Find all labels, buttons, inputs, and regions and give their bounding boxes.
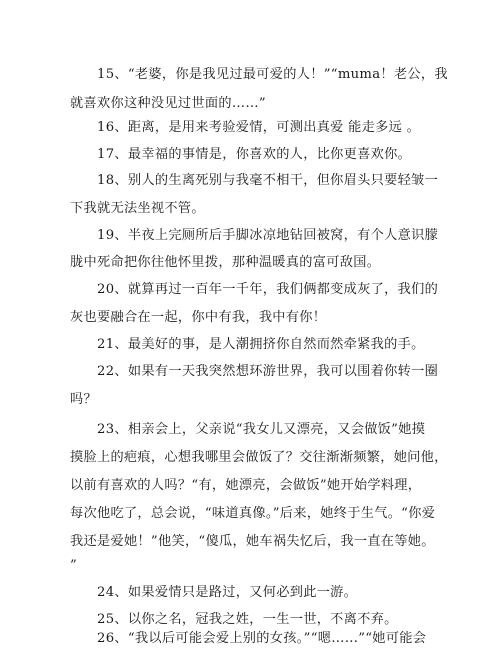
paragraph-22-line-2: 吗？ [70, 392, 97, 407]
paragraph-23-line-4: 每次他吃了，总会说，“味道真像。”后来，她终于生气。“你爱 [70, 506, 436, 521]
paragraph-19-line-1: 19、半夜上完厕所后手脚冰凉地钻回被窝，有个人意识朦 [97, 228, 439, 243]
paragraph-21-line-1: 21、最美好的事，是人潮拥挤你自然而然牵紧我的手。 [97, 337, 425, 352]
paragraph-17-line-1: 17、最幸福的事情是，你喜欢的人，比你更喜欢你。 [97, 147, 412, 162]
paragraph-23-line-5: 我还是爱她！”他笑，“傻瓜，她车祸失忆后，我一直在等她。 [70, 534, 435, 549]
paragraph-26-line-1: 26、“我以后可能会爱上别的女孩。”“嗯……”“她可能会 [97, 631, 427, 646]
paragraph-25-line-1: 25、以你之名，冠我之姓，一生一世，不离不弃。 [97, 612, 398, 627]
paragraph-23-line-1: 23、相亲会上，父亲说“我女儿又漂亮，又会做饭”她摸 [97, 422, 426, 437]
paragraph-15-line-1: 15、“老婆，你是我见过最可爱的人！”“muma！老公，我 [97, 67, 448, 82]
paragraph-18-line-1: 18、别人的生离死别与我毫不相干，但你眉头只要轻皱一 [97, 173, 439, 188]
paragraph-23-line-2: 摸脸上的疤痕，心想我哪里会做饭了？交往渐渐频繁，她问他， [70, 450, 448, 465]
paragraph-22-line-1: 22、如果有一天我突然想环游世界，我可以围着你转一圈 [97, 364, 439, 379]
paragraph-20-line-1: 20、就算再过一百年一千年，我们俩都变成灰了，我们的 [97, 282, 439, 297]
paragraph-18-line-2: 下我就无法坐视不管。 [70, 201, 205, 216]
paragraph-24-line-1: 24、如果爱情只是路过，又何必到此一游。 [97, 585, 358, 600]
paragraph-23-line-3: 以前有喜欢的人吗？“有，她漂亮，会做饭”她开始学料理， [70, 478, 422, 493]
paragraph-15-line-2: 就喜欢你这种没见过世面的……” [70, 96, 266, 111]
paragraph-19-line-2: 胧中死命把你往他怀里拨，那种温暖真的富可敌国。 [70, 255, 381, 270]
paragraph-20-line-2: 灰也要融合在一起，你中有我，我中有你！ [70, 310, 327, 325]
paragraph-16-line-1: 16、距离，是用来考验爱情，可测出真爱 能走多远 。 [97, 120, 421, 135]
paragraph-23-line-6: ” [70, 558, 78, 573]
